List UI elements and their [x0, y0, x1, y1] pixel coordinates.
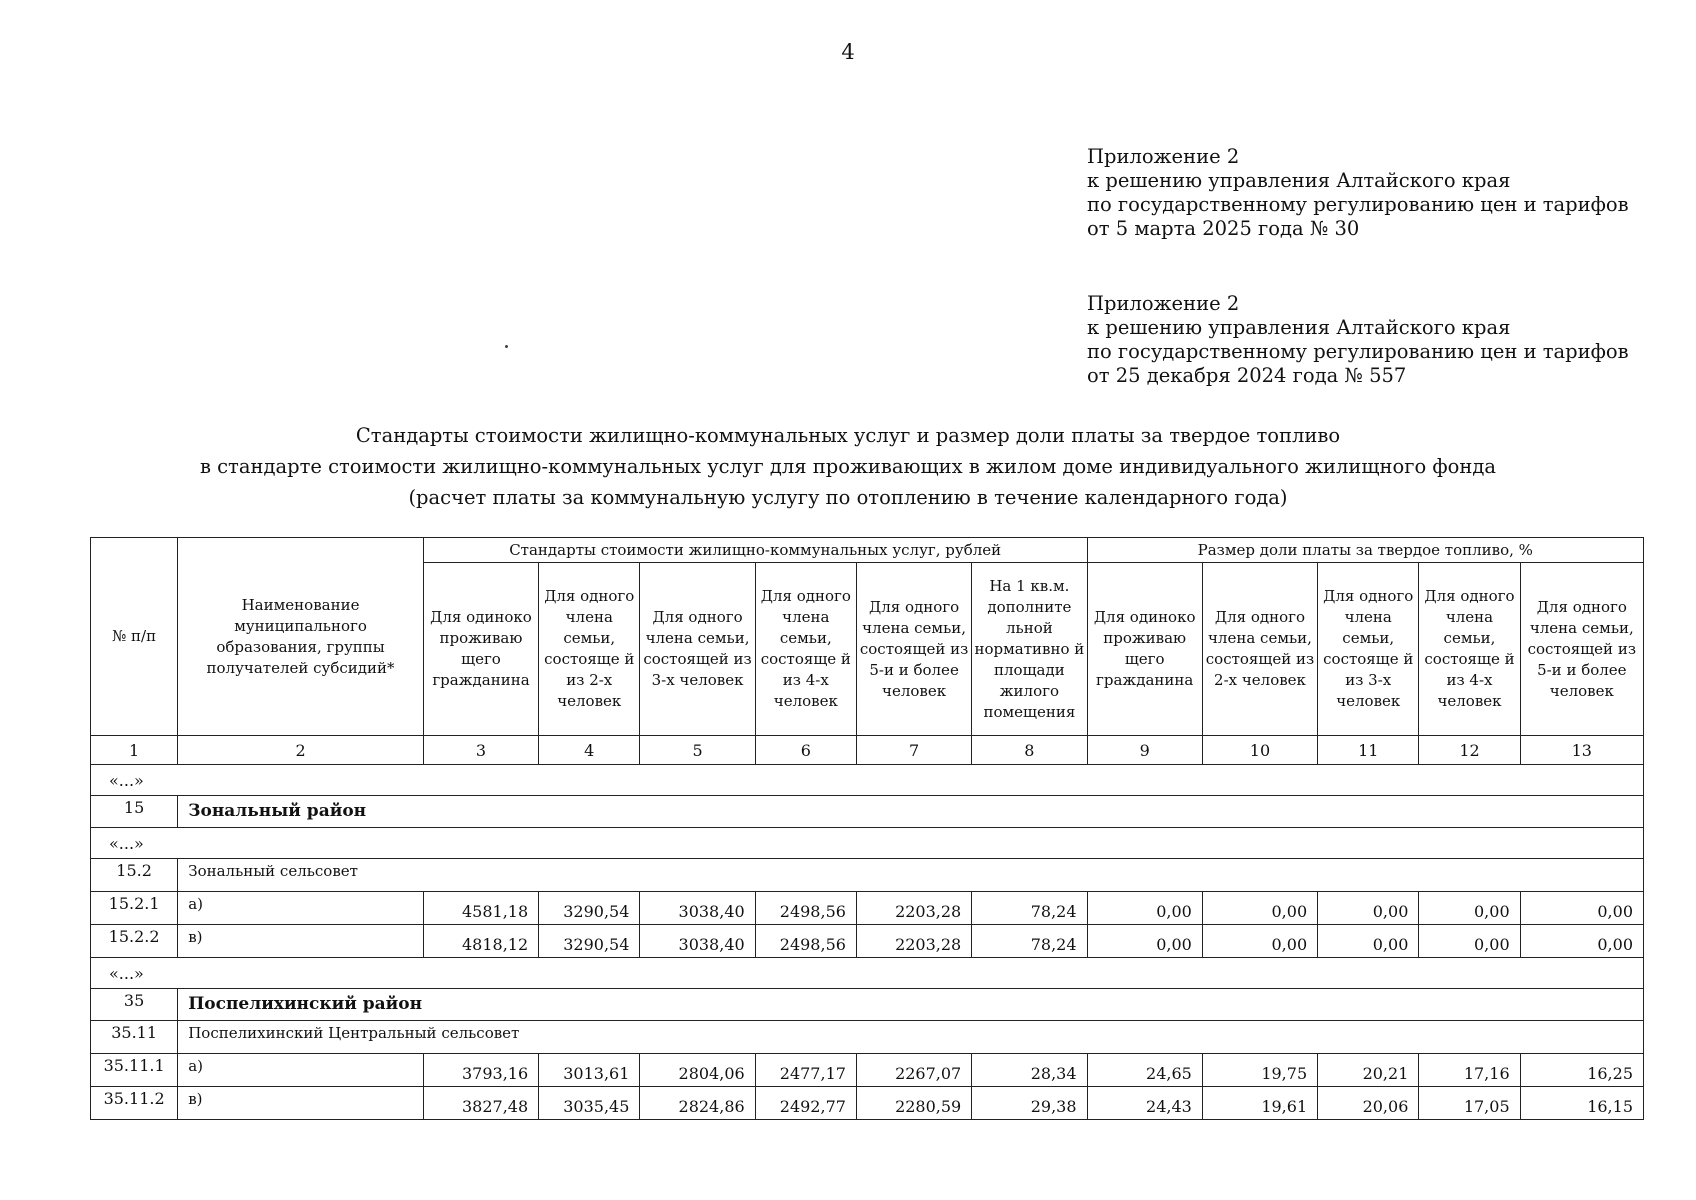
value-cell: 16,15 — [1520, 1087, 1643, 1120]
value-cell: 3290,54 — [539, 892, 640, 925]
header-col-6: Для одного члена семьи, состояще й из 4-х человек — [755, 563, 856, 736]
value-cell: 3290,54 — [539, 925, 640, 958]
value-cell: 0,00 — [1419, 892, 1520, 925]
appendix-line: по государственному регулированию цен и тарифов — [1087, 193, 1629, 216]
value-cell: 2824,86 — [640, 1087, 755, 1120]
value-cell: 19,61 — [1202, 1087, 1317, 1120]
value-cell: 2498,56 — [755, 892, 856, 925]
council-row — [91, 859, 1644, 892]
district-row — [91, 796, 1644, 828]
title-line: Стандарты стоимости жилищно-коммунальных услуг и размер доли платы за твердое топливо — [355, 424, 1341, 447]
header-col-11: Для одного члена семьи, состояще й из 3-х человек — [1318, 563, 1419, 736]
appendix-line: от 25 декабря 2024 года № 557 — [1087, 364, 1407, 387]
row-number: 15.2.2 — [91, 925, 178, 958]
ellipsis-row — [91, 958, 1644, 989]
table-row — [91, 892, 1644, 925]
value-cell: 20,21 — [1318, 1054, 1419, 1087]
header-col-13: Для одного члена семьи, состоящей из 5-и и более человек — [1520, 563, 1643, 736]
title-line: (расчет платы за коммунальную услугу по отоплению в течение календарного года) — [408, 486, 1288, 509]
title-line: в стандарте стоимости жилищно-коммунальных услуг для проживающих в жилом доме индивидуального жилищного фонда — [199, 455, 1497, 478]
value-cell: 19,75 — [1202, 1054, 1317, 1087]
value-cell: 3013,61 — [539, 1054, 640, 1087]
row-number: 35.11.1 — [91, 1054, 178, 1087]
row-number: 15.2.1 — [91, 892, 178, 925]
value-cell: 4581,18 — [423, 892, 538, 925]
ellipsis-marker: «...» — [91, 828, 1644, 859]
row-group: а) — [178, 892, 424, 925]
value-cell: 0,00 — [1202, 892, 1317, 925]
appendix-line: к решению управления Алтайского края — [1087, 316, 1511, 339]
header-col-5: Для одного члена семьи, состоящей из 3-х человек — [640, 563, 755, 736]
header-col-12: Для одного члена семьи, состояще й из 4-х человек — [1419, 563, 1520, 736]
value-cell: 0,00 — [1520, 925, 1643, 958]
value-cell: 2804,06 — [640, 1054, 755, 1087]
value-cell: 2280,59 — [856, 1087, 971, 1120]
column-number: 4 — [539, 736, 640, 765]
row-group: в) — [178, 925, 424, 958]
ellipsis-marker: «...» — [91, 765, 1644, 796]
table-row — [91, 1087, 1644, 1120]
value-cell: 0,00 — [1087, 892, 1202, 925]
value-cell: 28,34 — [972, 1054, 1087, 1087]
header-col-4: Для одного члена семьи, состояще й из 2-х человек — [539, 563, 640, 736]
column-number: 3 — [423, 736, 538, 765]
value-cell: 24,43 — [1087, 1087, 1202, 1120]
table-row — [91, 1054, 1644, 1087]
header-col-8: На 1 кв.м. дополните льной нормативно й площади жилого помещения — [972, 563, 1087, 736]
district-name: Поспелихинский район — [178, 989, 1644, 1021]
header-name: Наименование муниципального образования, группы получателей субсидий* — [178, 538, 424, 736]
column-number: 8 — [972, 736, 1087, 765]
header-col-7: Для одного члена семьи, состоящей из 5-и и более человек — [856, 563, 971, 736]
council-number: 15.2 — [91, 859, 178, 892]
value-cell: 2203,28 — [856, 925, 971, 958]
column-number: 10 — [1202, 736, 1317, 765]
value-cell: 3793,16 — [423, 1054, 538, 1087]
value-cell: 0,00 — [1202, 925, 1317, 958]
header-num: № п/п — [91, 538, 178, 736]
header-col-9: Для одиноко проживаю щего гражданина — [1087, 563, 1202, 736]
column-number: 12 — [1419, 736, 1520, 765]
council-name: Зональный сельсовет — [178, 859, 1644, 892]
value-cell: 3038,40 — [640, 892, 755, 925]
value-cell: 20,06 — [1318, 1087, 1419, 1120]
value-cell: 78,24 — [972, 925, 1087, 958]
column-number: 13 — [1520, 736, 1643, 765]
value-cell: 2498,56 — [755, 925, 856, 958]
value-cell: 0,00 — [1520, 892, 1643, 925]
table-row — [91, 925, 1644, 958]
value-cell: 3035,45 — [539, 1087, 640, 1120]
district-row — [91, 989, 1644, 1021]
column-number: 11 — [1318, 736, 1419, 765]
ellipsis-row — [91, 765, 1644, 796]
appendix-line: Приложение 2 — [1087, 292, 1240, 315]
council-row — [91, 1021, 1644, 1054]
appendix-line: к решению управления Алтайского края — [1087, 169, 1511, 192]
value-cell: 2477,17 — [755, 1054, 856, 1087]
header-col-10: Для одного члена семьи, состоящей из 2-х человек — [1202, 563, 1317, 736]
appendix-line: от 5 марта 2025 года № 30 — [1087, 217, 1360, 240]
value-cell: 0,00 — [1087, 925, 1202, 958]
ellipsis-row — [91, 828, 1644, 859]
value-cell: 16,25 — [1520, 1054, 1643, 1087]
district-name: Зональный район — [178, 796, 1644, 828]
council-name: Поспелихинский Центральный сельсовет — [178, 1021, 1644, 1054]
column-number: 6 — [755, 736, 856, 765]
row-group: в) — [178, 1087, 424, 1120]
row-number: 35.11.2 — [91, 1087, 178, 1120]
council-number: 35.11 — [91, 1021, 178, 1054]
value-cell: 17,05 — [1419, 1087, 1520, 1120]
header-group-standards: Стандарты стоимости жилищно-коммунальных услуг, рублей — [423, 538, 1087, 563]
column-number: 2 — [178, 736, 424, 765]
row-group: а) — [178, 1054, 424, 1087]
appendix-previous — [1087, 292, 1629, 388]
column-number: 9 — [1087, 736, 1202, 765]
document-title — [0, 420, 1696, 513]
value-cell: 2203,28 — [856, 892, 971, 925]
ellipsis-marker: «...» — [91, 958, 1644, 989]
header-group-fuel-share: Размер доли платы за твердое топливо, % — [1087, 538, 1643, 563]
value-cell: 2492,77 — [755, 1087, 856, 1120]
value-cell: 3827,48 — [423, 1087, 538, 1120]
column-number: 5 — [640, 736, 755, 765]
scan-speck — [505, 345, 508, 348]
value-cell: 17,16 — [1419, 1054, 1520, 1087]
column-number: 1 — [91, 736, 178, 765]
value-cell: 24,65 — [1087, 1054, 1202, 1087]
value-cell: 0,00 — [1318, 925, 1419, 958]
appendix-line: Приложение 2 — [1087, 145, 1240, 168]
value-cell: 29,38 — [972, 1087, 1087, 1120]
district-number: 15 — [91, 796, 178, 828]
column-number-row — [91, 736, 1644, 765]
appendix-line: по государственному регулированию цен и тарифов — [1087, 340, 1629, 363]
appendix-current — [1087, 145, 1629, 241]
district-number: 35 — [91, 989, 178, 1021]
value-cell: 4818,12 — [423, 925, 538, 958]
value-cell: 2267,07 — [856, 1054, 971, 1087]
value-cell: 0,00 — [1318, 892, 1419, 925]
value-cell: 3038,40 — [640, 925, 755, 958]
standards-table — [90, 537, 1644, 1120]
value-cell: 0,00 — [1419, 925, 1520, 958]
column-number: 7 — [856, 736, 971, 765]
header-col-3: Для одиноко проживаю щего гражданина — [423, 563, 538, 736]
value-cell: 78,24 — [972, 892, 1087, 925]
page-number: 4 — [841, 40, 855, 64]
